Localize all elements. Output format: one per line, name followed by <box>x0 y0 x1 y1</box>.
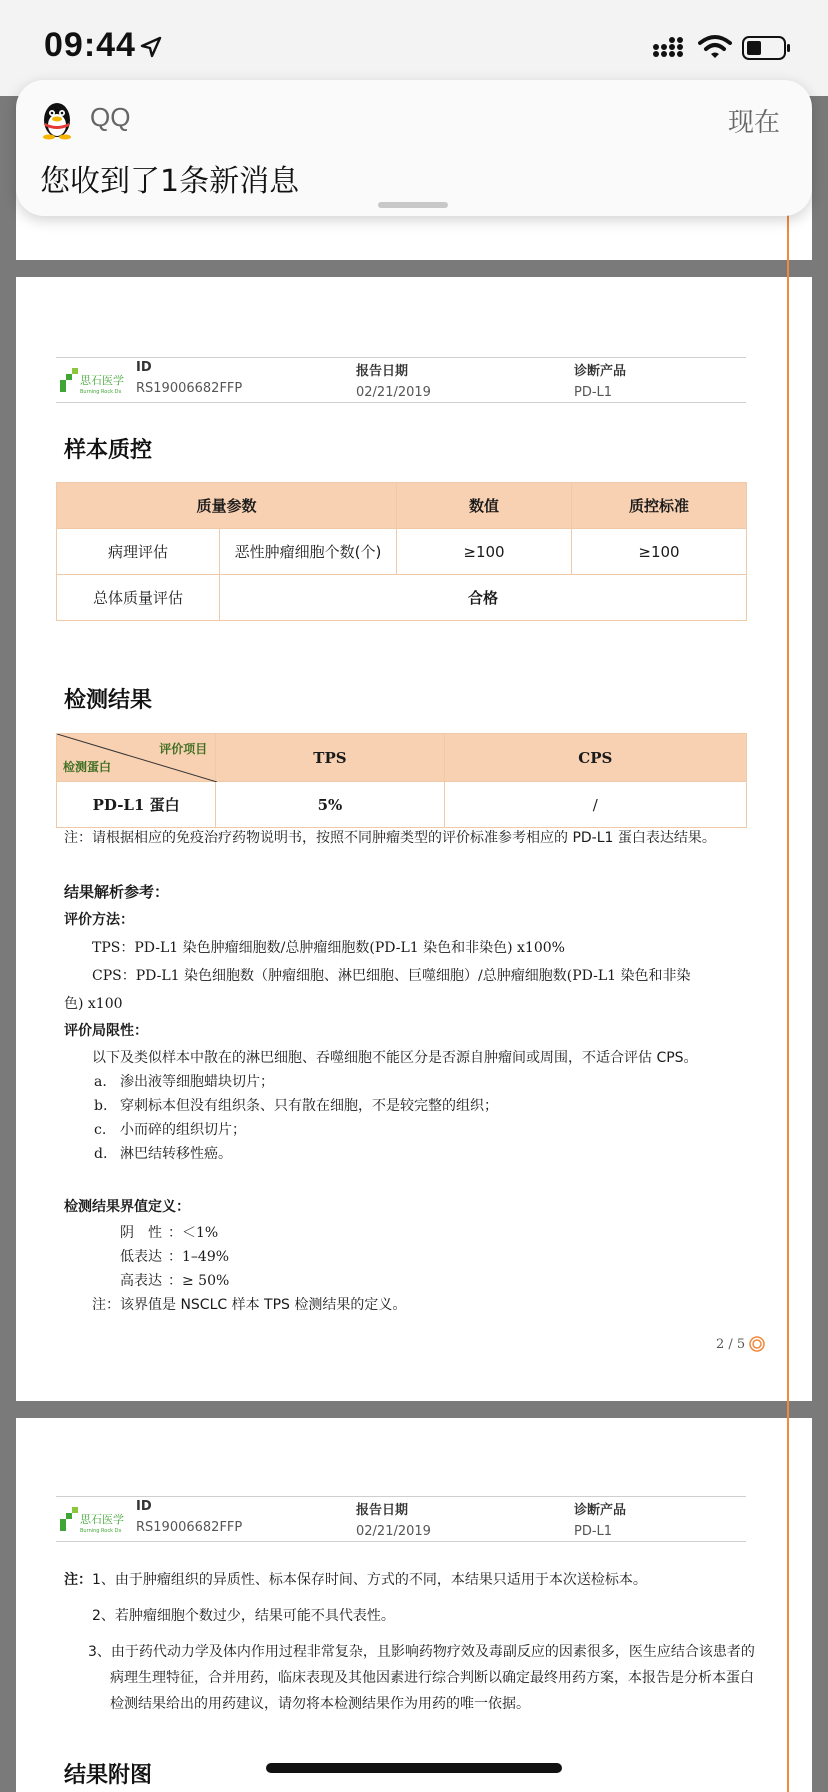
cutoff-key: 低表达 <box>120 1249 162 1265</box>
report-header <box>56 357 746 403</box>
location-arrow-icon <box>140 36 162 58</box>
method-title: 评价方法： <box>64 912 134 928</box>
results-table <box>56 733 747 828</box>
results-note: 注：请根据相应的免疫治疗药物说明书，按照不同肿瘤类型的评价标准参考相应的 PD-L1 蛋白表达结果。 <box>64 830 716 846</box>
limit-key: d. <box>94 1146 108 1162</box>
svg-text:Burning Rock Dx: Burning Rock Dx <box>80 389 122 395</box>
cps-definition: CPS：PD-L1 染色细胞数（肿瘤细胞、淋巴细胞、巨噬细胞）/总肿瘤细胞数(PD-L1 染色和非染 <box>92 968 691 984</box>
notification-time: 现在 <box>727 108 780 138</box>
notification-grabber[interactable] <box>378 202 448 208</box>
note-item-cont: 病理生理特征，合并用药，临床表现及其他因素进行综合判断以确定最终用药方案，本报告是分析本蛋白 <box>110 1670 754 1686</box>
qc-section-title: 样本质控 <box>64 438 153 463</box>
limit-item: 淋巴结转移性癌。 <box>120 1146 232 1162</box>
home-indicator[interactable] <box>266 1763 562 1773</box>
cutoff-value: ：＜1% <box>168 1225 219 1241</box>
qc-table <box>56 482 747 621</box>
svg-text:思石医学: 思石医学 <box>80 374 124 387</box>
cutoff-value: ：≥ 50% <box>168 1273 230 1289</box>
target-logo-icon <box>748 1335 766 1353</box>
note-item-cont: 检测结果给出的用药建议，请勿将本检测结果作为用药的唯一依据。 <box>110 1696 530 1712</box>
header-product: 诊断产品 PD-L1 <box>574 1503 627 1539</box>
qc-cell: ≥100 <box>397 529 572 575</box>
corner-label-bottom: 检测蛋白 <box>63 760 112 774</box>
results-header-tps: TPS <box>216 734 444 782</box>
limit-intro: 以下及类似样本中散在的淋巴细胞、吞噬细胞不能区分是否源自肿瘤间或周围，不适合评估 CPS。 <box>92 1050 698 1066</box>
battery-icon <box>742 36 792 60</box>
limit-key: c. <box>94 1122 107 1138</box>
wifi-icon <box>698 34 732 60</box>
qc-cell: 总体质量评估 <box>57 575 220 621</box>
svg-text:Burning Rock Dx: Burning Rock Dx <box>80 1528 122 1534</box>
note-item: 2、若肿瘤细胞个数过少，结果可能不具代表性。 <box>92 1608 395 1624</box>
results-corner-cell <box>57 734 216 782</box>
results-cps-value: / <box>444 782 746 828</box>
results-row-label: PD-L1 蛋白 <box>57 782 216 828</box>
limit-title: 评价局限性： <box>64 1023 148 1039</box>
cutoff-key: 高表达 <box>120 1273 162 1289</box>
cps-definition-cont: 色) x100 <box>64 996 123 1012</box>
results-tps-value: 5% <box>216 782 444 828</box>
svg-text:思石医学: 思石医学 <box>80 1513 124 1526</box>
document-page-3 <box>16 1418 812 1792</box>
limit-item: 小而碎的组织切片； <box>120 1122 246 1138</box>
header-product: 诊断产品 PD-L1 <box>574 364 627 400</box>
qc-cell: 恶性肿瘤细胞个数(个) <box>220 529 397 575</box>
cellular-signal-icon <box>652 34 688 60</box>
qc-cell: 病理评估 <box>57 529 220 575</box>
clock: 09:44 <box>44 26 136 64</box>
results-section-title: 检测结果 <box>64 688 153 713</box>
document-page-2 <box>16 277 812 1401</box>
cutoff-title: 检测结果界值定义： <box>64 1199 190 1215</box>
qc-cell: ≥100 <box>572 529 747 575</box>
interpretation-title: 结果解析参考： <box>64 883 170 901</box>
qc-header-value: 数值 <box>397 483 572 529</box>
limit-item: 渗出液等细胞蜡块切片； <box>120 1074 274 1090</box>
note-item: 3、由于药代动力学及体内作用过程非常复杂，且影响药物疗效及毒副反应的因素很多，医生应结合该患者的 <box>88 1644 755 1660</box>
header-date: 报告日期 02/21/2019 <box>356 1503 431 1539</box>
qq-penguin-icon <box>38 98 76 140</box>
notes-label: 注： <box>64 1572 92 1588</box>
qc-overall-result: 合格 <box>220 575 747 621</box>
company-logo <box>58 366 128 396</box>
header-id: ID RS19006682FFP <box>136 1499 243 1535</box>
page-margin-line <box>787 96 789 1792</box>
cutoff-note: 注：该界值是 NSCLC 样本 TPS 检测结果的定义。 <box>92 1297 407 1313</box>
page-number: 2 / 5 <box>716 1337 746 1352</box>
report-header <box>56 1496 746 1542</box>
header-date: 报告日期 02/21/2019 <box>356 364 431 400</box>
results-header-cps: CPS <box>444 734 746 782</box>
cutoff-key: 阴 性 <box>120 1225 162 1241</box>
limit-key: a. <box>94 1074 107 1090</box>
limit-item: 穿刺标本但没有组织条、只有散在细胞，不是较完整的组织； <box>120 1098 498 1114</box>
note-item: 1、由于肿瘤组织的异质性、标本保存时间、方式的不同，本结果只适用于本次送检标本。 <box>92 1572 647 1588</box>
cutoff-value: ：1–49% <box>168 1249 230 1265</box>
qc-header-param: 质量参数 <box>57 483 397 529</box>
qc-header-standard: 质控标准 <box>572 483 747 529</box>
tps-definition: TPS：PD-L1 染色肿瘤细胞数/总肿瘤细胞数(PD-L1 染色和非染色) x100% <box>92 940 565 956</box>
header-id: ID RS19006682FFP <box>136 360 243 396</box>
notification-message: 您收到了1条新消息 <box>40 164 300 199</box>
corner-label-top: 评价项目 <box>159 742 208 756</box>
notification-banner[interactable] <box>16 80 812 216</box>
attachment-section-title: 结果附图 <box>64 1763 153 1788</box>
company-logo <box>58 1505 128 1535</box>
notification-app-name: QQ <box>90 102 131 132</box>
limit-key: b. <box>94 1098 108 1114</box>
